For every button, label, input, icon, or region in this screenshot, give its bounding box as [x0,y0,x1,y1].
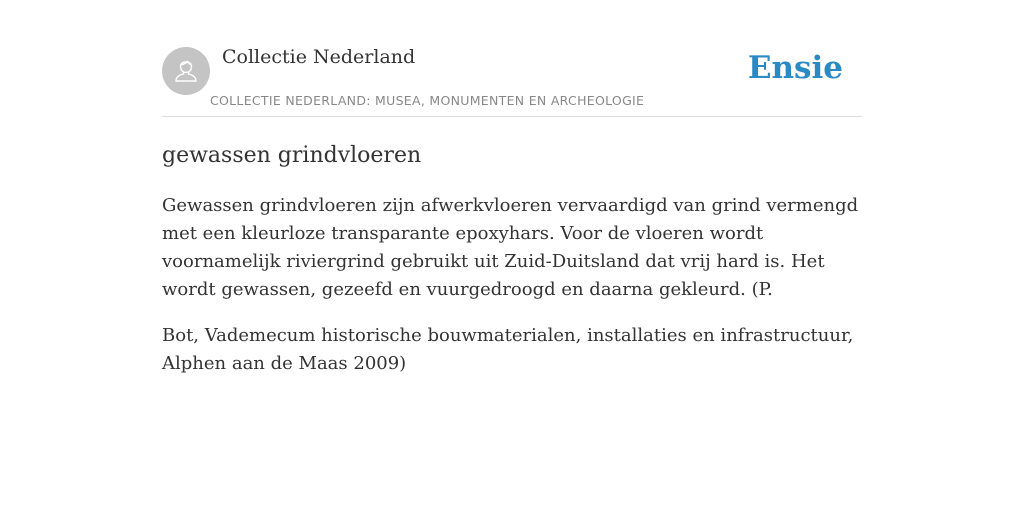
brand-logo[interactable]: Ensie [747,50,843,86]
entry-paragraph-1: Gewassen grindvloeren zijn afwerkvloeren vervaardigd van grind vermengd met een kleurloze transparante epoxyhars. Voor de vloeren wordt voornamelijk riviergrind gebruikt uit Zuid-Duitsland dat vrij hard is. Het wordt gewassen, gezeefd en vuurgedroogd en daarna gekleurd. (P. [162,195,859,300]
entry-paragraph-2: Bot, Vademecum historische bouwmaterialen, installaties en infrastructuur, Alphen aan de Maas 2009) [162,325,854,374]
source-label[interactable]: COLLECTIE NEDERLAND: MUSEA, MONUMENTEN EN ARCHEOLOGIE [210,93,645,108]
entry-title: gewassen grindvloeren [162,143,422,168]
entry-card [162,46,862,378]
avatar[interactable] [162,47,210,95]
user-icon [171,54,201,88]
entry-header [162,46,862,117]
author-name[interactable]: Collectie Nederland [222,46,416,68]
